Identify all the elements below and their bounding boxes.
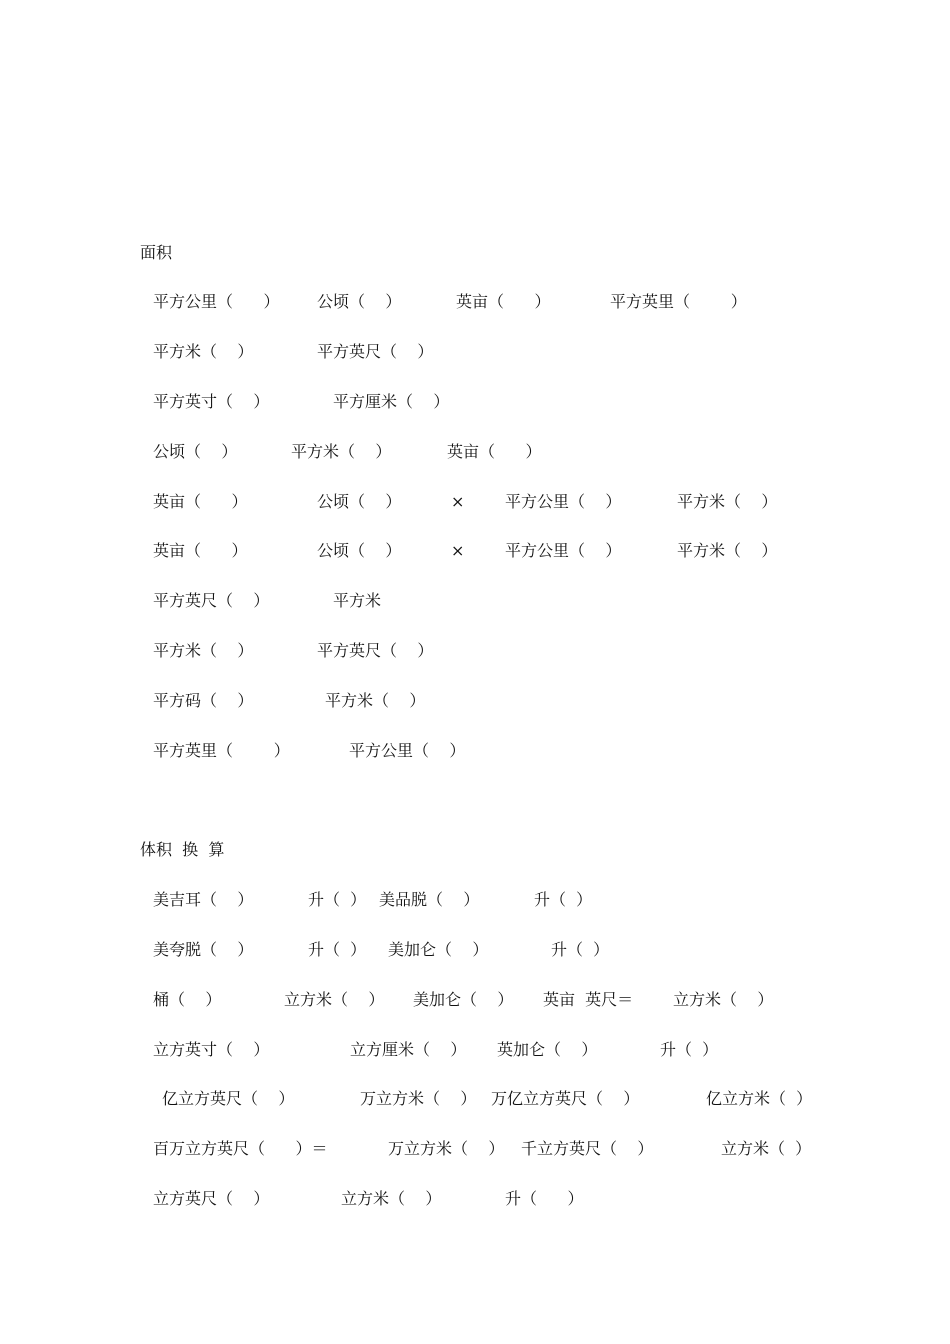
- area-row-5: [0, 491, 950, 513]
- area-heading: 面积: [140, 243, 173, 262]
- volume-item: 亿立方米（ ）: [706, 1089, 813, 1108]
- volume-item: 立方米（ ）: [341, 1189, 442, 1208]
- area-item: 平方米（ ）: [325, 691, 426, 710]
- volume-item: 万立方米（ ）: [360, 1089, 477, 1108]
- volume-item: 美夸脱（ ）: [153, 940, 254, 959]
- volume-row-1: [0, 889, 950, 911]
- multiply-sign: ×: [451, 492, 465, 511]
- area-item: 平方公里（ ）: [349, 741, 466, 760]
- area-item: 英亩（ ）: [153, 541, 248, 560]
- area-item: 英亩（ ）: [153, 492, 248, 511]
- area-item: 英亩（ ）: [456, 292, 551, 311]
- volume-item: 立方英尺（ ）: [153, 1189, 270, 1208]
- area-item: 公顷（ ）: [317, 492, 402, 511]
- area-item: 平方公里（ ）: [505, 492, 622, 511]
- area-item: 平方米（ ）: [153, 342, 254, 361]
- area-item: 平方英尺（ ）: [317, 641, 434, 660]
- area-item: 平方英尺（ ）: [153, 591, 270, 610]
- volume-item: 千立方英尺（ ）: [521, 1139, 654, 1158]
- volume-item: 升（ ）: [308, 890, 367, 909]
- area-row-6: [0, 540, 950, 562]
- volume-heading: 体积 换 算: [140, 840, 225, 859]
- area-item: 平方码（ ）: [153, 691, 254, 710]
- volume-item: 亿立方英尺（ ）: [162, 1089, 295, 1108]
- area-item: 英亩（ ）: [447, 442, 542, 461]
- area-row-7: [0, 590, 950, 612]
- area-item: 平方米: [333, 591, 382, 610]
- area-item: 平方公里（ ）: [505, 541, 622, 560]
- volume-item: 升（ ）: [505, 1189, 584, 1208]
- area-row-10: [0, 740, 950, 762]
- multiply-sign: ×: [451, 541, 465, 560]
- volume-item: 升（ ）: [308, 940, 367, 959]
- volume-item: 立方米（ ）: [721, 1139, 812, 1158]
- volume-item: 美品脱（ ）: [379, 890, 480, 909]
- area-item: 平方英里（ ）: [153, 741, 290, 760]
- volume-row-3: [0, 989, 950, 1011]
- volume-item: 英加仑（ ）: [497, 1040, 598, 1059]
- area-row-4: [0, 441, 950, 463]
- volume-row-5: [0, 1088, 950, 1110]
- volume-item: 万立方米（ ）: [388, 1139, 505, 1158]
- area-item: 平方英寸（ ）: [153, 392, 270, 411]
- volume-item: 美吉耳（ ）: [153, 890, 254, 909]
- area-item: 平方米（ ）: [677, 541, 778, 560]
- volume-item: 立方英寸（ ）: [153, 1040, 270, 1059]
- area-item: 公顷（ ）: [317, 292, 402, 311]
- area-item: 平方米（ ）: [153, 641, 254, 660]
- volume-item: 升（ ）: [551, 940, 610, 959]
- volume-item: 美加仑（ ）: [413, 990, 514, 1009]
- area-row-8: [0, 640, 950, 662]
- area-row-3: [0, 391, 950, 413]
- area-item: 平方英尺（ ）: [317, 342, 434, 361]
- area-row-9: [0, 690, 950, 712]
- volume-item: 立方米（ ）: [284, 990, 385, 1009]
- area-row-2: [0, 341, 950, 363]
- volume-item: 升（ ）: [660, 1040, 719, 1059]
- volume-item: 桶（ ）: [153, 990, 222, 1009]
- volume-row-4: [0, 1039, 950, 1061]
- volume-item: 升（ ）: [534, 890, 593, 909]
- area-row-1: [0, 291, 950, 313]
- area-item: 公顷（ ）: [153, 442, 238, 461]
- volume-item: 英亩 英尺＝: [543, 990, 634, 1009]
- area-item: 平方米（ ）: [677, 492, 778, 511]
- area-item: 平方厘米（ ）: [333, 392, 450, 411]
- volume-item: 美加仑（ ）: [388, 940, 489, 959]
- volume-row-2: [0, 939, 950, 961]
- volume-item: 立方米（ ）: [673, 990, 774, 1009]
- area-item: 公顷（ ）: [317, 541, 402, 560]
- volume-item: 百万立方英尺（ ）＝: [153, 1139, 328, 1158]
- area-item: 平方公里（ ）: [153, 292, 280, 311]
- area-item: 平方英里（ ）: [610, 292, 747, 311]
- volume-item: 立方厘米（ ）: [350, 1040, 467, 1059]
- volume-item: 万亿立方英尺（ ）: [491, 1089, 640, 1108]
- volume-row-7: [0, 1188, 950, 1210]
- area-item: 平方米（ ）: [291, 442, 392, 461]
- volume-row-6: [0, 1138, 950, 1160]
